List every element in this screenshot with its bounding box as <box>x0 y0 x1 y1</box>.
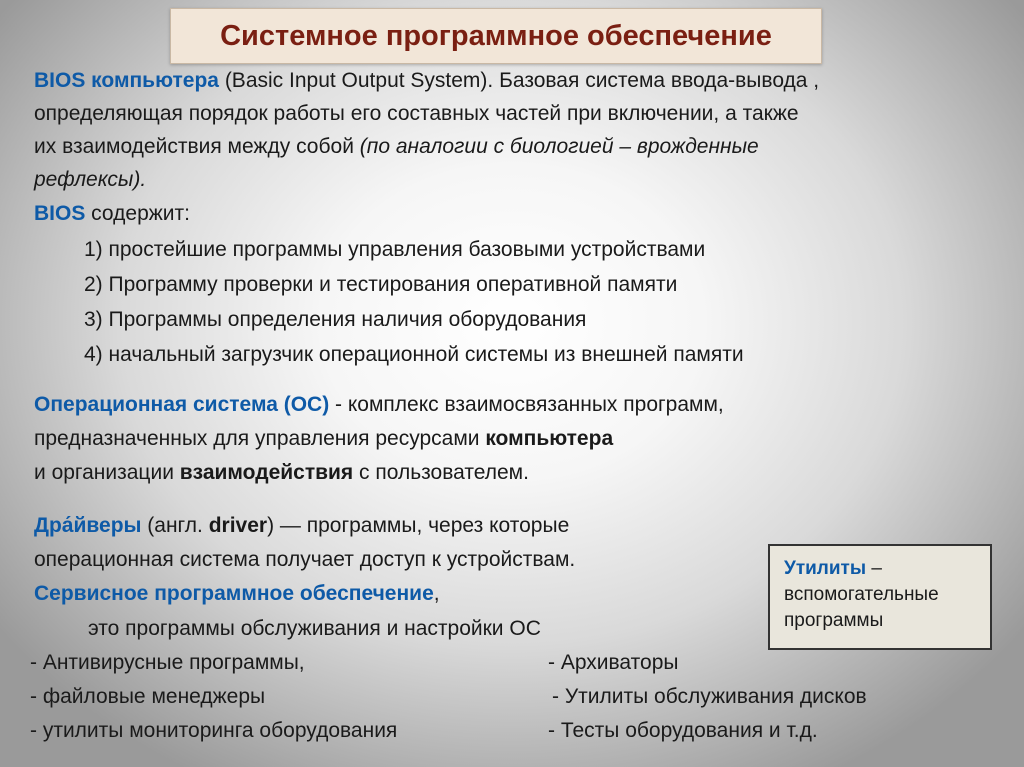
slide-title-box <box>170 8 822 64</box>
service-list-left-item: - файловые менеджеры <box>30 685 266 708</box>
service-subtitle: это программы обслуживания и настройки ОС <box>88 617 541 640</box>
utilities-line-3: программы <box>784 610 884 631</box>
slide-title: Системное программное обеспечение <box>220 19 772 52</box>
drivers-line-1 <box>34 514 569 538</box>
bios-def-text-3: их взаимодействия между собой <box>34 135 360 158</box>
bios-term-2: BIOS <box>34 202 86 225</box>
os-def-text-3c: с пользователем. <box>353 461 529 484</box>
drivers-text-c: ) — программы, через которые <box>267 514 570 537</box>
service-list-left-item: - Антивирусные программы, <box>30 651 305 674</box>
service-comma: , <box>433 582 440 605</box>
utilities-line-2: вспомогательные <box>784 584 939 605</box>
service-heading-line <box>34 582 440 606</box>
service-list-left-item: - утилиты мониторинга оборудования <box>30 719 398 742</box>
bios-list-item: 3) Программы определения наличия оборудования <box>84 308 587 331</box>
bios-contains-text: содержит: <box>85 202 190 225</box>
service-list-right-item: - Утилиты обслуживания дисков <box>552 685 867 708</box>
drivers-line-2: операционная система получает доступ к устройствам. <box>34 548 576 571</box>
drivers-english-term: driver <box>208 514 268 537</box>
bios-line-3 <box>34 130 759 163</box>
bios-line-2: определяющая порядок работы его составных частей при включении, а также <box>34 102 799 125</box>
os-def-text-2: предназначенных для управления ресурсами <box>34 427 486 450</box>
utilities-dash: – <box>866 558 882 579</box>
bios-analogy: (по аналогии с биологией – врожденные <box>359 135 759 158</box>
bios-list-item: 1) простейшие программы управления базовыми устройствами <box>84 238 706 261</box>
os-line-2 <box>34 427 613 451</box>
os-bold-interaction: взаимодействия <box>179 461 354 484</box>
utilities-line-1 <box>784 556 990 582</box>
bios-contains-line <box>34 197 190 230</box>
service-term: Сервисное программное обеспечение <box>34 582 434 605</box>
bios-list-item: 4) начальный загрузчик операционной системы из внешней памяти <box>84 343 744 366</box>
os-line-3 <box>34 461 529 485</box>
os-def-text-1: - комплекс взаимосвязанных программ, <box>329 393 724 416</box>
os-def-text-3a: и организации <box>34 461 180 484</box>
bios-line-1 <box>34 64 819 97</box>
utilities-term: Утилиты <box>784 558 867 579</box>
service-list-right-item: - Архиваторы <box>548 651 679 674</box>
service-list-right-item: - Тесты оборудования и т.д. <box>548 719 818 742</box>
drivers-term: Дра́йверы <box>34 514 142 537</box>
utilities-box <box>768 544 992 650</box>
os-bold-computer: компьютера <box>485 427 614 450</box>
bios-line-4: рефлексы). <box>34 168 147 191</box>
bios-term: BIOS компьютера <box>34 69 219 92</box>
bios-def-text-1: (Basic Input Output System). Базовая система ввода-вывода , <box>218 69 820 92</box>
drivers-text-a: (англ. <box>141 514 209 537</box>
os-term: Операционная система (ОС) <box>34 393 330 416</box>
bios-list-item: 2) Программу проверки и тестирования оперативной памяти <box>84 273 678 296</box>
os-line-1 <box>34 393 724 417</box>
